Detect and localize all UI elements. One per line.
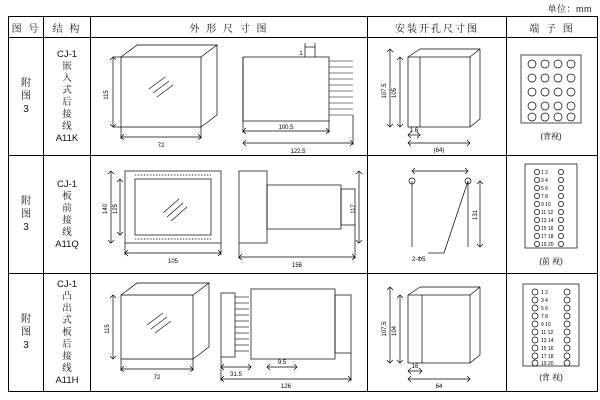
structure-char-3-3: 式 <box>62 314 72 326</box>
terminal-label-r2-10: 19 20 <box>541 241 554 248</box>
terminal-label-r3-4: 7 8 <box>541 313 548 320</box>
dim-width-1005-r1: 100.5 <box>278 125 294 131</box>
figure-number-cell-3 <box>9 274 44 392</box>
figure-line-1: 附 <box>21 314 31 325</box>
dim-cut-1075-r3: 107.5 <box>382 321 388 337</box>
structure-code-2: A11Q <box>55 238 79 250</box>
terminal-note-3: (背 视) <box>539 372 563 382</box>
terminal-label-r3-3: 5 6 <box>541 305 548 312</box>
terminal-label-r2-9: 17 18 <box>541 233 554 240</box>
dim-depth-1-r1: 1 <box>299 51 303 57</box>
outline-drawing-3 <box>91 275 365 390</box>
structure-char-1-6: 线 <box>62 120 72 132</box>
structure-cell-3 <box>44 274 91 392</box>
structure-code-3: A11H <box>55 374 79 386</box>
dim-cut-16-r3: 16 <box>411 364 419 370</box>
figure-line-1: 附 <box>21 196 31 207</box>
table-row <box>9 156 598 274</box>
dim-height-115-r3: 115 <box>105 324 111 334</box>
outline-drawing-2 <box>91 157 365 272</box>
dim-width-105-r2: 105 <box>167 259 179 265</box>
terminal-label-r3-2: 3 4 <box>541 297 548 304</box>
figure-line-3: 3 <box>23 340 29 351</box>
dim-cut-16-r1: 1.6 <box>409 128 419 134</box>
figure-line-1: 附 <box>21 78 31 89</box>
dim-width-1225-r1: 122.5 <box>290 149 306 154</box>
figure-line-3: 3 <box>23 222 29 233</box>
structure-char-3-2: 出 <box>62 302 72 314</box>
table-row <box>9 38 598 156</box>
terminal-note-2: (前 视) <box>539 256 563 266</box>
terminal-label-r2-2: 3 4 <box>541 177 548 184</box>
header-terminal-diagram: 端 子 图 <box>507 17 598 38</box>
outline-drawing-1 <box>91 39 365 154</box>
structure-char-2-4: 线 <box>62 226 72 238</box>
terminal-label-r3-1: 1 2 <box>541 289 548 296</box>
structure-char-3-6: 接 <box>62 350 72 362</box>
header-structure: 结 构 <box>44 17 91 38</box>
dim-hole-r2: 2-Φ5 <box>412 257 426 263</box>
dim-width-95-r3: 9.5 <box>277 360 287 366</box>
outline-drawing-cell-1 <box>91 38 368 156</box>
table-row <box>9 274 598 392</box>
terminal-label-r2-5: 9 10 <box>541 201 551 208</box>
figure-line-2: 图 <box>21 327 31 338</box>
terminal-diagram-cell-2 <box>507 156 598 274</box>
structure-char-1-4: 后 <box>62 96 72 108</box>
terminal-label-r3-10: 19 20 <box>541 360 554 367</box>
structure-cell-2 <box>44 156 91 274</box>
figure-number-cell-1 <box>9 38 44 156</box>
dim-width-126-r3: 126 <box>280 384 292 390</box>
header-figure-number: 图 号 <box>9 17 44 38</box>
terminal-note-1: (背视) <box>540 131 562 141</box>
terminal-diagram-cell-1 <box>507 38 598 156</box>
structure-char-2-2: 前 <box>62 202 72 214</box>
figure-number-cell-2 <box>9 156 44 274</box>
terminal-label-r2-1: 1 2 <box>541 169 548 176</box>
terminal-label-r3-6: 11 12 <box>541 329 554 336</box>
structure-char-2-1: 板 <box>62 190 72 202</box>
dim-cut-105-r1: 105 <box>392 87 398 99</box>
terminal-label-r2-8: 15 16 <box>541 225 554 232</box>
cutout-drawing-cell-2 <box>368 156 507 274</box>
outline-drawing-cell-2 <box>91 156 368 274</box>
figure-line-3: 3 <box>23 104 29 115</box>
dim-width-315-r3: 31.5 <box>230 372 242 378</box>
terminal-label-r2-4: 7 8 <box>541 193 548 200</box>
structure-char-1-3: 式 <box>62 84 72 96</box>
structure-char-3-4: 板 <box>62 326 72 338</box>
terminal-label-r3-8: 15 16 <box>541 345 554 352</box>
terminal-label-r2-6: 11 12 <box>541 209 554 216</box>
structure-model-1: CJ-1 <box>56 48 78 60</box>
unit-label: 单位：mm <box>547 4 592 14</box>
dim-height-140-r2: 140 <box>103 203 109 215</box>
cutout-drawing-2 <box>368 157 504 272</box>
structure-code-1: A11K <box>55 132 79 144</box>
terminal-label-r2-3: 5 6 <box>541 185 548 192</box>
terminal-label-r3-7: 13 14 <box>541 337 554 344</box>
structure-cell-1 <box>44 38 91 156</box>
dim-cut-1075-r1: 107.5 <box>382 83 388 99</box>
table-body <box>9 38 598 392</box>
dimension-table <box>8 16 598 392</box>
figure-line-2: 图 <box>21 209 31 220</box>
structure-char-2-3: 接 <box>62 214 72 226</box>
structure-char-1-5: 接 <box>62 108 72 120</box>
structure-char-3-7: 线 <box>62 362 72 374</box>
structure-char-1-1: 嵌 <box>62 60 72 72</box>
cutout-drawing-cell-3 <box>368 274 507 392</box>
dim-cut-64-r3: 64 <box>435 384 443 390</box>
terminal-label-r2-7: 13 14 <box>541 217 554 224</box>
dim-width-72-r1: 72 <box>157 143 165 149</box>
terminal-label-r3-5: 9 10 <box>541 321 551 328</box>
table-header-row <box>9 17 598 38</box>
structure-char-1-2: 入 <box>62 72 72 84</box>
structure-model-2: CJ-1 <box>56 178 78 190</box>
dim-height-115-r1: 115 <box>104 90 110 100</box>
dim-height-125-r2: 125 <box>113 203 119 215</box>
structure-char-3-1: 凸 <box>62 290 72 302</box>
terminal-diagram-cell-3 <box>507 274 598 392</box>
terminal-diagram-3 <box>507 278 595 388</box>
dim-height-117-r2: 117 <box>351 204 357 214</box>
cutout-drawing-1 <box>368 39 504 154</box>
cutout-drawing-3 <box>368 275 504 390</box>
cutout-drawing-cell-1 <box>368 38 507 156</box>
structure-char-3-5: 后 <box>62 338 72 350</box>
dim-cut-104-r3: 104 <box>392 325 398 337</box>
dim-width-156-r2: 156 <box>291 263 303 269</box>
terminal-diagram-2 <box>507 160 595 270</box>
dim-cut-131-r2: 131 <box>473 209 479 221</box>
terminal-diagram-1 <box>507 47 595 147</box>
dim-cut-64-r1: (64) <box>433 148 445 154</box>
outline-drawing-cell-3 <box>91 274 368 392</box>
terminal-label-r3-9: 17 18 <box>541 353 554 360</box>
table-header <box>9 17 598 38</box>
structure-model-3: CJ-1 <box>56 278 78 290</box>
dim-width-72-r3: 72 <box>153 375 161 381</box>
header-outline-drawing: 外 形 尺 寸 图 <box>91 17 368 38</box>
figure-line-2: 图 <box>21 91 31 102</box>
header-cutout-drawing: 安装开孔尺寸图 <box>368 17 507 38</box>
